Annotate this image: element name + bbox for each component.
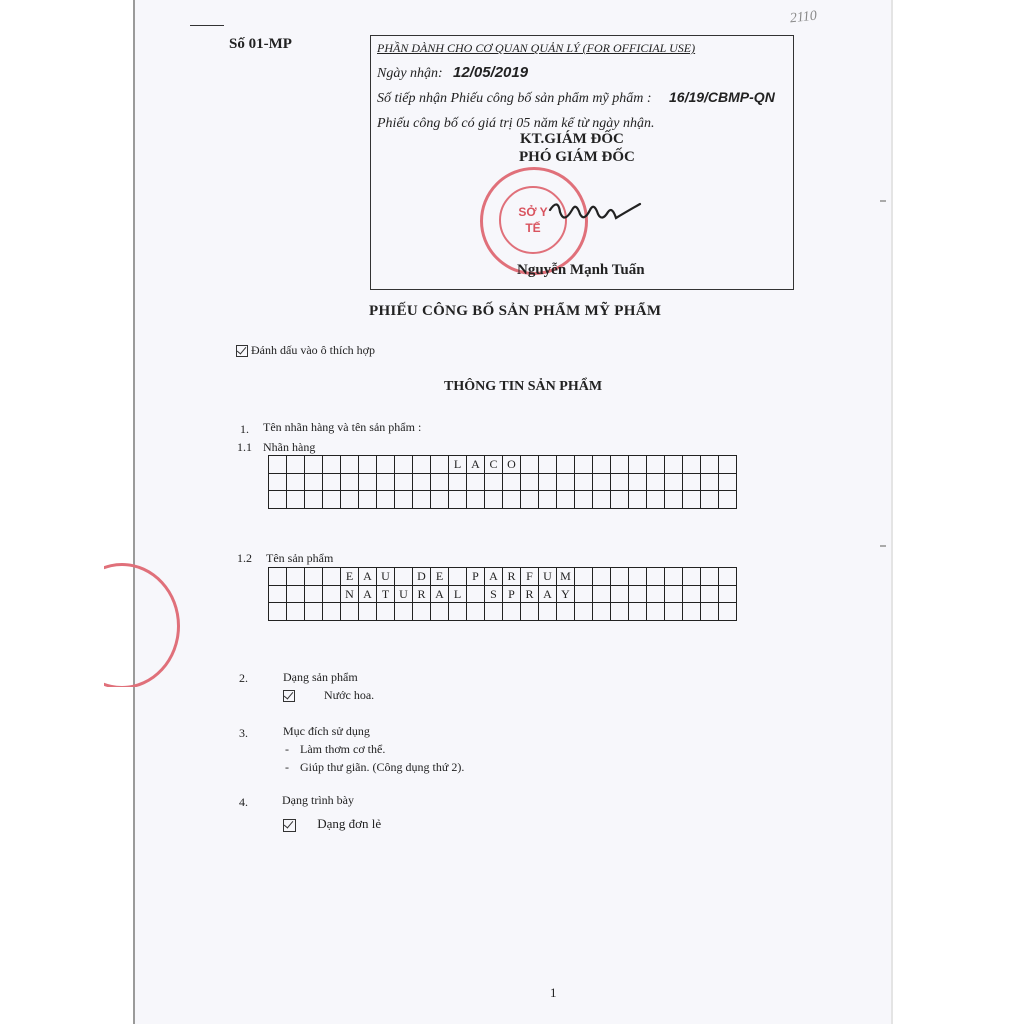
product-grid-cell bbox=[701, 603, 719, 621]
brand-grid-cell bbox=[323, 456, 341, 474]
brand-grid-cell bbox=[683, 474, 701, 492]
product-grid-cell bbox=[575, 603, 593, 621]
section-title: THÔNG TIN SẢN PHẨM bbox=[444, 379, 603, 394]
product-grid-cell: A bbox=[431, 586, 449, 604]
item3-bullet-2: - Giúp thư giãn. (Công dụng thứ 2). bbox=[285, 760, 465, 774]
page-number: 1 bbox=[550, 985, 557, 1000]
product-grid-cell: A bbox=[359, 586, 377, 604]
product-grid-cell bbox=[269, 568, 287, 586]
brand-grid-cell bbox=[359, 491, 377, 509]
brand-grid-cell bbox=[413, 474, 431, 492]
product-grid-cell bbox=[287, 568, 305, 586]
item2-number: 2. bbox=[239, 671, 248, 685]
brand-grid-cell bbox=[539, 474, 557, 492]
product-grid-cell: D bbox=[413, 568, 431, 586]
product-grid-cell bbox=[395, 568, 413, 586]
product-grid-cell bbox=[719, 603, 737, 621]
product-grid-cell: R bbox=[503, 568, 521, 586]
brand-grid-cell bbox=[593, 456, 611, 474]
seal-text: SỞ Y TẾ bbox=[518, 205, 548, 235]
brand-grid-cell bbox=[611, 474, 629, 492]
brand-grid-cell bbox=[395, 491, 413, 509]
signer-name: Nguyễn Mạnh Tuấn bbox=[517, 262, 645, 278]
product-grid-cell bbox=[449, 603, 467, 621]
product-grid-cell bbox=[611, 603, 629, 621]
brand-grid-cell bbox=[629, 474, 647, 492]
item11-label: Nhãn hàng bbox=[263, 440, 316, 454]
product-grid-cell bbox=[467, 586, 485, 604]
product-grid-cell: E bbox=[341, 568, 359, 586]
product-grid-cell: A bbox=[359, 568, 377, 586]
product-grid-cell bbox=[683, 586, 701, 604]
product-grid-cell bbox=[611, 586, 629, 604]
brand-grid-cell: L bbox=[449, 456, 467, 474]
received-label: Ngày nhận: bbox=[377, 66, 443, 81]
official-use-heading: PHẦN DÀNH CHO CƠ QUAN QUẢN LÝ (FOR OFFICIAL USE) bbox=[377, 41, 696, 55]
product-grid-cell: F bbox=[521, 568, 539, 586]
checkbox-checked-icon bbox=[283, 690, 295, 702]
product-grid-cell bbox=[665, 603, 683, 621]
brand-grid-cell bbox=[629, 491, 647, 509]
product-grid-cell bbox=[521, 603, 539, 621]
validity-note: Phiếu công bố có giá trị 05 năm kể từ ngày nhận. bbox=[377, 116, 655, 131]
product-grid-cell bbox=[413, 603, 431, 621]
item4-option-text: Dạng đơn lẻ bbox=[317, 816, 382, 831]
brand-grid-cell bbox=[557, 474, 575, 492]
brand-grid-cell bbox=[413, 456, 431, 474]
received-date: 12/05/2019 bbox=[453, 64, 529, 81]
brand-grid-cell bbox=[683, 491, 701, 509]
brand-grid-cell bbox=[341, 474, 359, 492]
product-grid-cell: L bbox=[449, 586, 467, 604]
approver-title-1: KT.GIÁM ĐỐC bbox=[520, 131, 624, 147]
product-grid-cell bbox=[305, 586, 323, 604]
product-grid-cell: U bbox=[395, 586, 413, 604]
product-grid-cell: R bbox=[413, 586, 431, 604]
brand-grid-cell bbox=[485, 491, 503, 509]
product-grid-cell bbox=[701, 568, 719, 586]
product-grid-cell: S bbox=[485, 586, 503, 604]
item2-option-text: Nước hoa. bbox=[324, 688, 375, 702]
brand-grid-cell bbox=[341, 491, 359, 509]
brand-grid-cell bbox=[503, 474, 521, 492]
product-grid-cell bbox=[683, 568, 701, 586]
item1-label: Tên nhãn hàng và tên sản phẩm : bbox=[263, 420, 422, 434]
product-grid-cell: T bbox=[377, 586, 395, 604]
receipt-label: Số tiếp nhận Phiếu công bố sản phẩm mỹ phẩm : bbox=[377, 91, 652, 106]
product-grid-cell bbox=[647, 568, 665, 586]
brand-grid-cell bbox=[305, 491, 323, 509]
brand-grid-cell bbox=[269, 456, 287, 474]
product-grid-cell bbox=[539, 603, 557, 621]
item12-label: Tên sản phẩm bbox=[266, 551, 334, 565]
brand-grid bbox=[268, 455, 737, 509]
brand-grid-cell bbox=[611, 491, 629, 509]
product-grid-cell bbox=[287, 603, 305, 621]
product-grid-cell bbox=[557, 603, 575, 621]
brand-grid-cell bbox=[647, 456, 665, 474]
product-grid-cell: U bbox=[539, 568, 557, 586]
product-grid-cell bbox=[629, 586, 647, 604]
product-grid-cell bbox=[503, 603, 521, 621]
brand-grid-cell bbox=[269, 491, 287, 509]
brand-grid-cell bbox=[701, 474, 719, 492]
checkbox-checked-icon bbox=[236, 345, 248, 357]
product-grid-cell: Y bbox=[557, 586, 575, 604]
checkbox-checked-icon bbox=[283, 819, 296, 832]
product-grid-cell bbox=[377, 603, 395, 621]
brand-grid-cell bbox=[701, 491, 719, 509]
item12-number: 1.2 bbox=[237, 551, 252, 565]
product-grid-cell: A bbox=[485, 568, 503, 586]
item4-option bbox=[283, 816, 381, 832]
product-grid-cell bbox=[323, 603, 341, 621]
corner-note: 2110 bbox=[789, 8, 818, 27]
brand-grid-cell bbox=[341, 456, 359, 474]
brand-grid-cell bbox=[377, 456, 395, 474]
brand-grid-cell bbox=[647, 491, 665, 509]
product-grid-cell: P bbox=[503, 586, 521, 604]
brand-grid-cell bbox=[485, 474, 503, 492]
product-grid-cell: P bbox=[467, 568, 485, 586]
product-grid-cell bbox=[269, 603, 287, 621]
product-grid-cell: U bbox=[377, 568, 395, 586]
product-grid-cell bbox=[341, 603, 359, 621]
product-grid-cell bbox=[593, 568, 611, 586]
product-grid-cell bbox=[665, 586, 683, 604]
product-grid-cell bbox=[269, 586, 287, 604]
product-grid-cell bbox=[305, 603, 323, 621]
brand-grid-cell bbox=[665, 474, 683, 492]
brand-grid-cell bbox=[719, 456, 737, 474]
brand-grid-cell bbox=[521, 456, 539, 474]
product-grid-cell: R bbox=[521, 586, 539, 604]
brand-grid-cell bbox=[557, 456, 575, 474]
product-grid-cell bbox=[359, 603, 377, 621]
page-edge-mark bbox=[880, 200, 886, 202]
brand-grid-cell bbox=[611, 456, 629, 474]
brand-grid-cell bbox=[719, 491, 737, 509]
brand-grid-cell bbox=[647, 474, 665, 492]
brand-grid-cell bbox=[413, 491, 431, 509]
document-title: PHIẾU CÔNG BỐ SẢN PHẨM MỸ PHẨM bbox=[369, 303, 662, 319]
brand-grid-cell bbox=[521, 491, 539, 509]
form-code-underline bbox=[190, 25, 224, 26]
brand-grid-cell bbox=[431, 474, 449, 492]
product-grid-cell bbox=[467, 603, 485, 621]
brand-grid-cell bbox=[359, 456, 377, 474]
brand-grid-cell bbox=[629, 456, 647, 474]
product-grid-cell bbox=[629, 568, 647, 586]
brand-grid-cell: C bbox=[485, 456, 503, 474]
brand-grid-cell bbox=[359, 474, 377, 492]
approver-title-2: PHÓ GIÁM ĐỐC bbox=[519, 149, 635, 165]
product-grid-cell bbox=[449, 568, 467, 586]
brand-grid-cell bbox=[665, 456, 683, 474]
brand-grid-cell bbox=[323, 474, 341, 492]
brand-grid-cell bbox=[287, 474, 305, 492]
product-grid-cell bbox=[575, 586, 593, 604]
product-grid-cell bbox=[305, 568, 323, 586]
product-grid-cell bbox=[665, 568, 683, 586]
brand-grid-cell bbox=[467, 474, 485, 492]
brand-grid-cell bbox=[719, 474, 737, 492]
product-grid-cell bbox=[323, 568, 341, 586]
brand-grid-cell bbox=[395, 474, 413, 492]
brand-grid-cell bbox=[701, 456, 719, 474]
product-grid-cell bbox=[575, 568, 593, 586]
form-code: Số 01-MP bbox=[229, 36, 292, 52]
product-grid-cell bbox=[719, 568, 737, 586]
product-grid bbox=[268, 567, 737, 621]
brand-grid-cell bbox=[323, 491, 341, 509]
product-grid-cell bbox=[395, 603, 413, 621]
brand-grid-cell bbox=[449, 491, 467, 509]
brand-grid-cell bbox=[377, 491, 395, 509]
brand-grid-cell bbox=[287, 456, 305, 474]
product-grid-cell bbox=[719, 586, 737, 604]
check-note bbox=[236, 343, 375, 358]
brand-grid-cell bbox=[503, 491, 521, 509]
brand-grid-cell bbox=[539, 456, 557, 474]
product-grid-cell bbox=[323, 586, 341, 604]
item2-label: Dạng sản phẩm bbox=[283, 670, 358, 684]
product-grid-cell bbox=[629, 603, 647, 621]
item11-number: 1.1 bbox=[237, 440, 252, 454]
product-grid-cell bbox=[593, 586, 611, 604]
product-grid-cell bbox=[287, 586, 305, 604]
product-grid-cell: A bbox=[539, 586, 557, 604]
item3-bullet-1: - Làm thơm cơ thể. bbox=[285, 742, 386, 756]
item3-label: Mục đích sử dụng bbox=[283, 724, 370, 738]
brand-grid-cell bbox=[305, 456, 323, 474]
brand-grid-cell bbox=[575, 456, 593, 474]
item1-number: 1. bbox=[240, 422, 249, 436]
page-edge-mark bbox=[880, 545, 886, 547]
product-grid-cell bbox=[431, 603, 449, 621]
item2-option bbox=[283, 688, 374, 703]
brand-grid-cell bbox=[521, 474, 539, 492]
product-grid-cell: M bbox=[557, 568, 575, 586]
item3-number: 3. bbox=[239, 726, 248, 740]
brand-grid-cell bbox=[377, 474, 395, 492]
brand-grid-cell bbox=[287, 491, 305, 509]
partial-seal bbox=[104, 563, 194, 687]
product-grid-cell: E bbox=[431, 568, 449, 586]
item4-label: Dạng trình bày bbox=[282, 793, 354, 807]
brand-grid-cell: O bbox=[503, 456, 521, 474]
brand-grid-cell bbox=[665, 491, 683, 509]
brand-grid-cell bbox=[305, 474, 323, 492]
receipt-number: 16/19/CBMP-QN bbox=[669, 89, 775, 105]
brand-grid-cell bbox=[431, 456, 449, 474]
brand-grid-cell bbox=[575, 491, 593, 509]
product-grid-cell bbox=[647, 603, 665, 621]
signature bbox=[540, 192, 650, 234]
product-grid-cell bbox=[647, 586, 665, 604]
check-note-text: Đánh dấu vào ô thích hợp bbox=[251, 343, 375, 357]
product-grid-cell: N bbox=[341, 586, 359, 604]
item4-number: 4. bbox=[239, 795, 248, 809]
brand-grid-cell: A bbox=[467, 456, 485, 474]
brand-grid-cell bbox=[539, 491, 557, 509]
brand-grid-cell bbox=[593, 491, 611, 509]
product-grid-cell bbox=[485, 603, 503, 621]
brand-grid-cell bbox=[683, 456, 701, 474]
product-grid-cell bbox=[611, 568, 629, 586]
brand-grid-cell bbox=[593, 474, 611, 492]
brand-grid-cell bbox=[395, 456, 413, 474]
brand-grid-cell bbox=[449, 474, 467, 492]
brand-grid-cell bbox=[269, 474, 287, 492]
brand-grid-cell bbox=[431, 491, 449, 509]
brand-grid-cell bbox=[575, 474, 593, 492]
brand-grid-cell bbox=[467, 491, 485, 509]
brand-grid-cell bbox=[557, 491, 575, 509]
product-grid-cell bbox=[593, 603, 611, 621]
product-grid-cell bbox=[683, 603, 701, 621]
product-grid-cell bbox=[701, 586, 719, 604]
